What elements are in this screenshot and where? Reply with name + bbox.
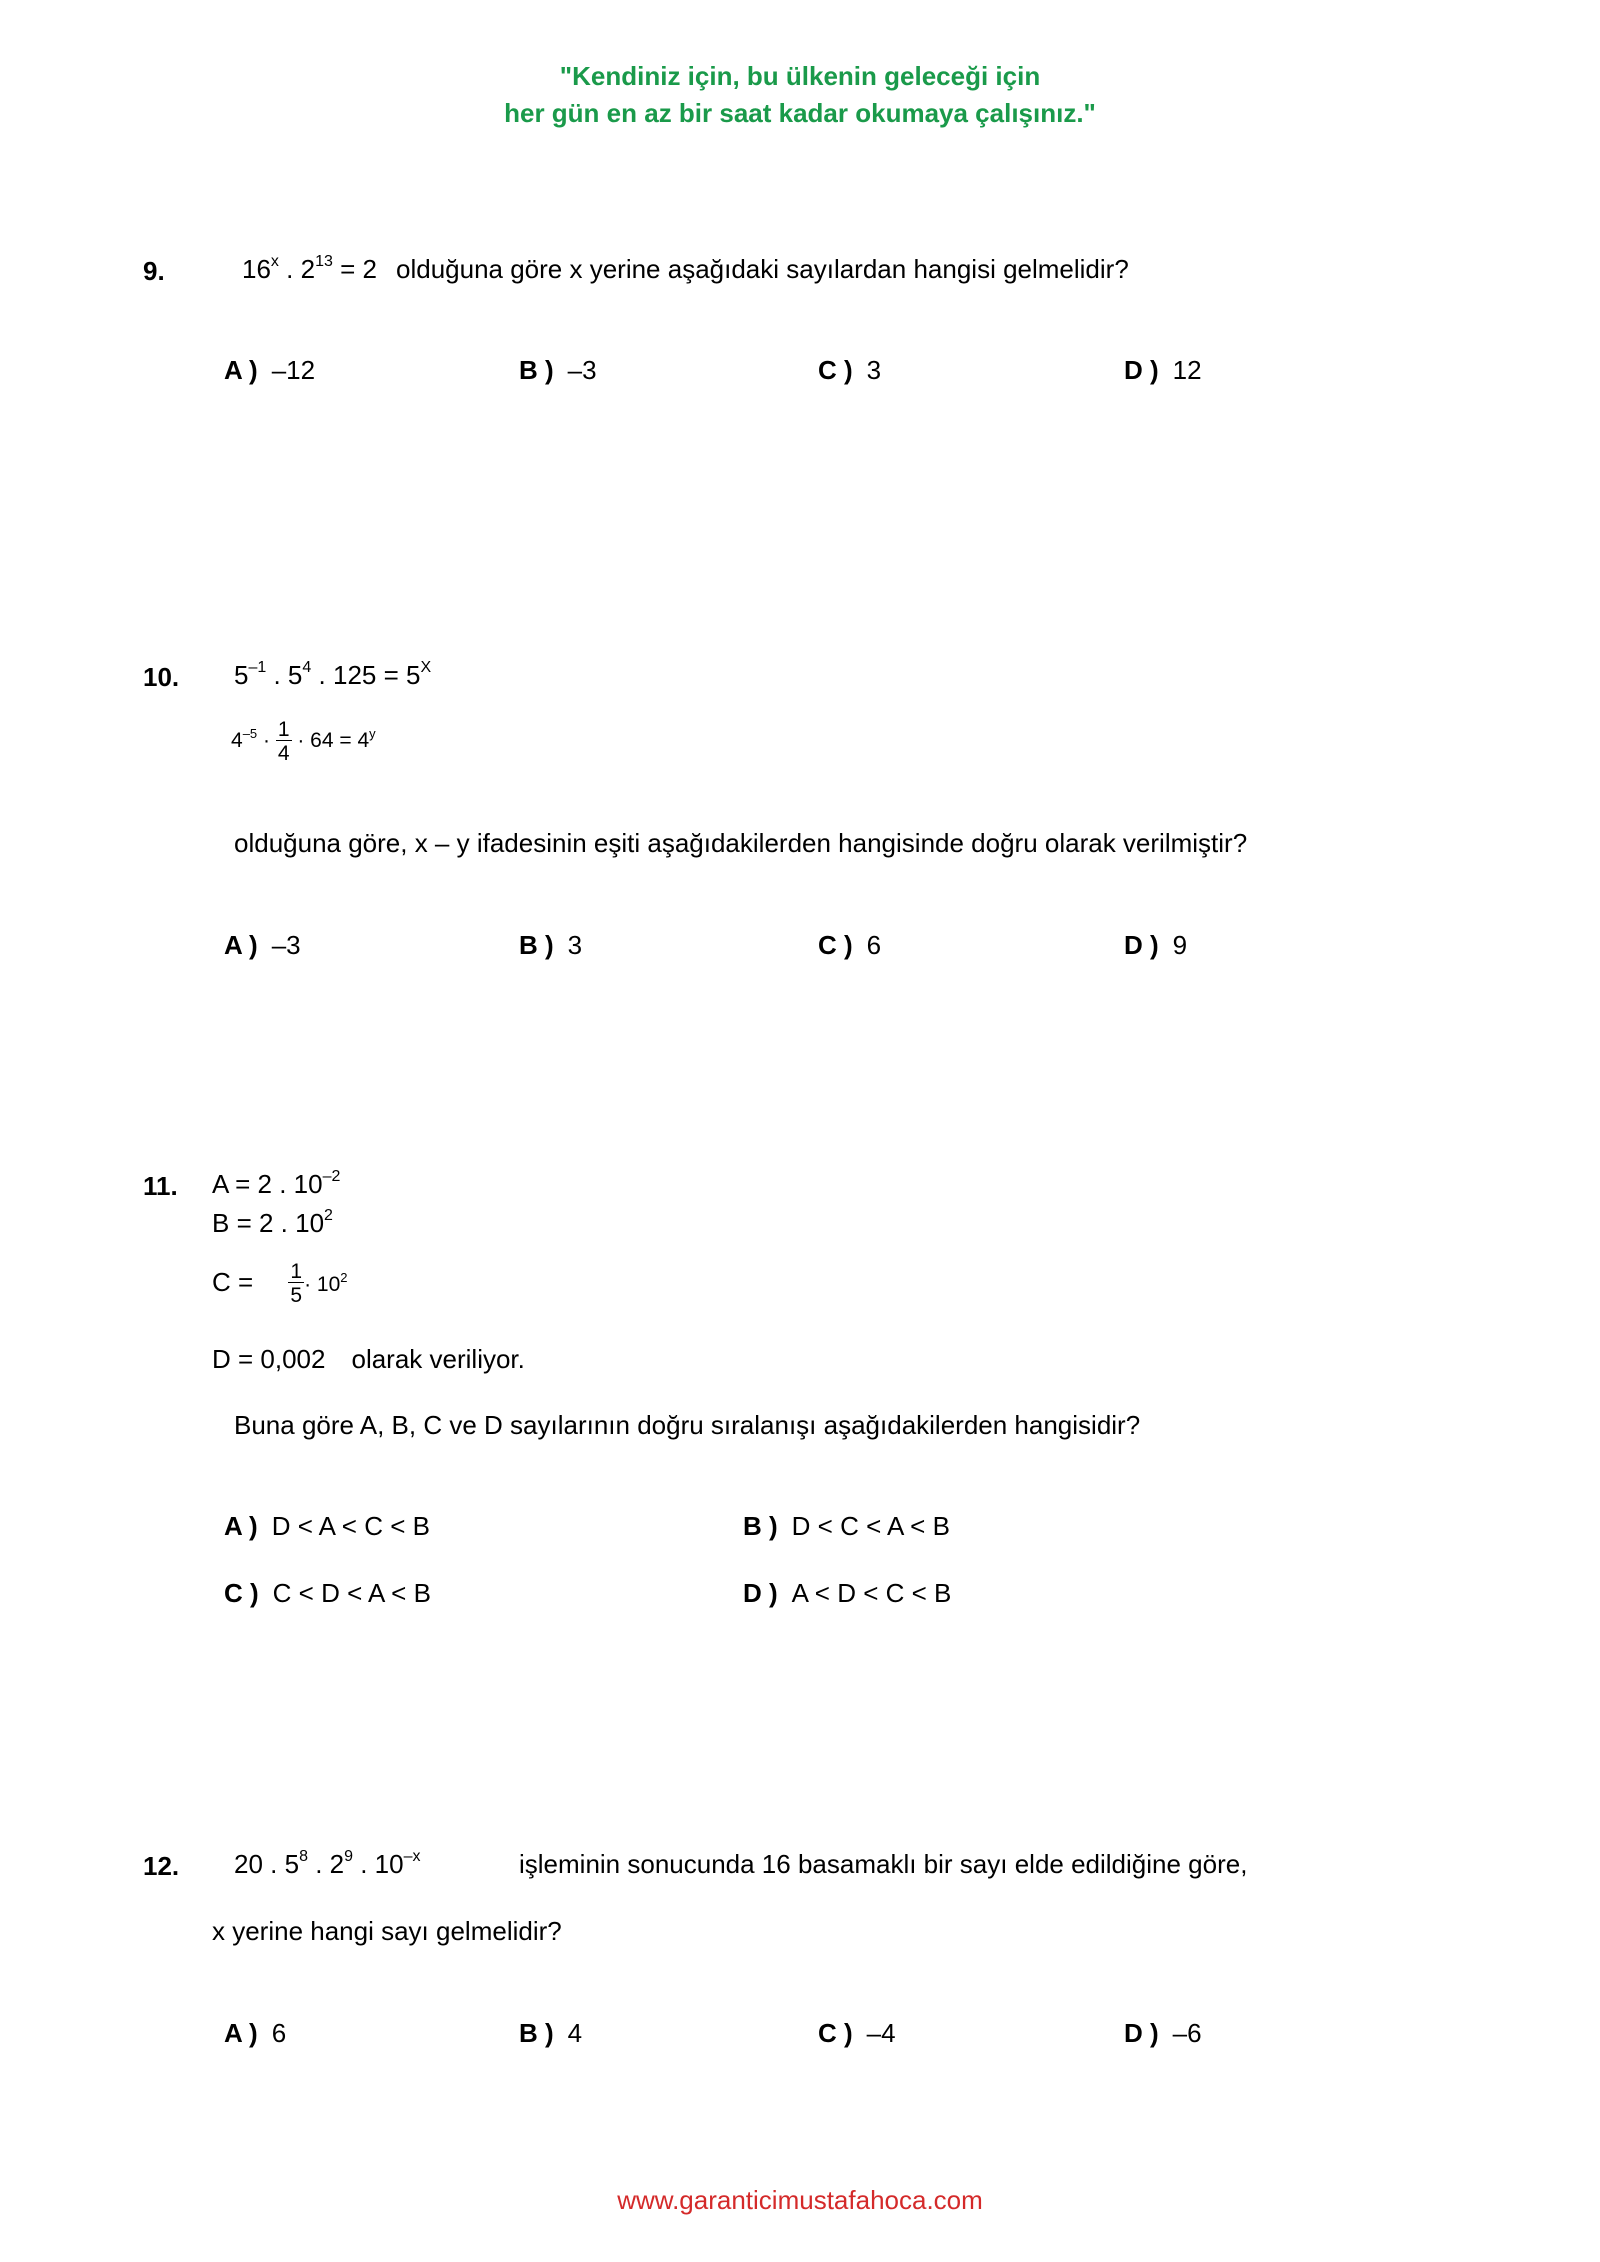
question-10-equation-1: $5^{-1}$ . $5^4$ . $125 = 5^X$ — [234, 659, 432, 690]
question-10-text: olduğuna göre, x – y ifadesinin eşiti aşağıdakilerden hangisinde doğru olarak verilmiştir? — [234, 828, 1248, 858]
question-11-number: 11. — [143, 1171, 178, 1201]
q11-d-definition: D = 0,002 olarak veriliyor. — [212, 1344, 525, 1374]
question-12-text-1: işleminin sonucunda 16 basamaklı bir sayı elde edildiğine göre, — [519, 1849, 1248, 1879]
question-9-number: 9. — [143, 256, 165, 286]
question-12-expression: 20 . $5^8$ . $2^9$ . $10^{-x}$ — [234, 1848, 421, 1879]
question-9-text: olduğuna göre x yerine aşağıdaki sayılardan hangisi gelmelidir? — [396, 254, 1129, 284]
q9-option-d[interactable]: D ) 12 — [1124, 355, 1202, 385]
q12-option-a[interactable]: A ) 6 — [224, 2018, 287, 2048]
q9-option-b[interactable]: B ) –3 — [519, 355, 597, 385]
question-12-number: 12. — [143, 1851, 180, 1881]
q11-option-d[interactable]: D ) A < D < C < B — [743, 1578, 952, 1608]
q11-c-definition: C = $\frac{1}{5}$ · $10^2$ — [212, 1260, 348, 1307]
q12-option-b[interactable]: B ) 4 — [519, 2018, 583, 2048]
q11-option-b[interactable]: B ) D < C < A < B — [743, 1511, 950, 1541]
footer-website-link[interactable]: www.garanticimustafahoca.com — [617, 2185, 983, 2215]
q9-option-a[interactable]: A ) –12 — [224, 355, 316, 385]
q10-option-b[interactable]: B ) 3 — [519, 930, 583, 960]
question-9-equation: 16$^x$ . $2^{13} = 2$ — [242, 253, 377, 284]
q11-a-definition: A = 2 . $10^{-2}$ — [212, 1168, 341, 1199]
motto-line-2: her gün en az bir saat kadar okumaya çalışınız." — [504, 98, 1096, 128]
fraction-one-fifth: $\frac{1}{5}$ — [290, 1260, 303, 1307]
q11-option-c[interactable]: C ) C < D < A < B — [224, 1578, 431, 1608]
q12-option-c[interactable]: C ) –4 — [818, 2018, 896, 2048]
q12-option-d[interactable]: D ) –6 — [1124, 2018, 1202, 2048]
motto-line-1: "Kendiniz için, bu ülkenin geleceği için — [559, 61, 1041, 91]
question-10-number: 10. — [143, 662, 180, 692]
q10-option-a[interactable]: A ) –3 — [224, 930, 301, 960]
q9-option-c[interactable]: C ) 3 — [818, 355, 882, 385]
q10-option-c[interactable]: C ) 6 — [818, 930, 882, 960]
q11-b-definition: B = 2 . $10^2$ — [212, 1207, 333, 1238]
question-11-text: Buna göre A, B, C ve D sayılarının doğru sıralanışı aşağıdakilerden hangisidir? — [234, 1410, 1141, 1440]
fraction-one-quarter: $\frac{1}{4}$ — [277, 718, 290, 765]
q11-option-a[interactable]: A ) D < A < C < B — [224, 1511, 430, 1541]
question-12-text-2: x yerine hangi sayı gelmelidir? — [212, 1916, 562, 1946]
q10-option-d[interactable]: D ) 9 — [1124, 930, 1188, 960]
question-10-equation-2: $4^{-5}$ · $\frac{1}{4}$ · $64 = 4^y$ — [231, 718, 376, 765]
